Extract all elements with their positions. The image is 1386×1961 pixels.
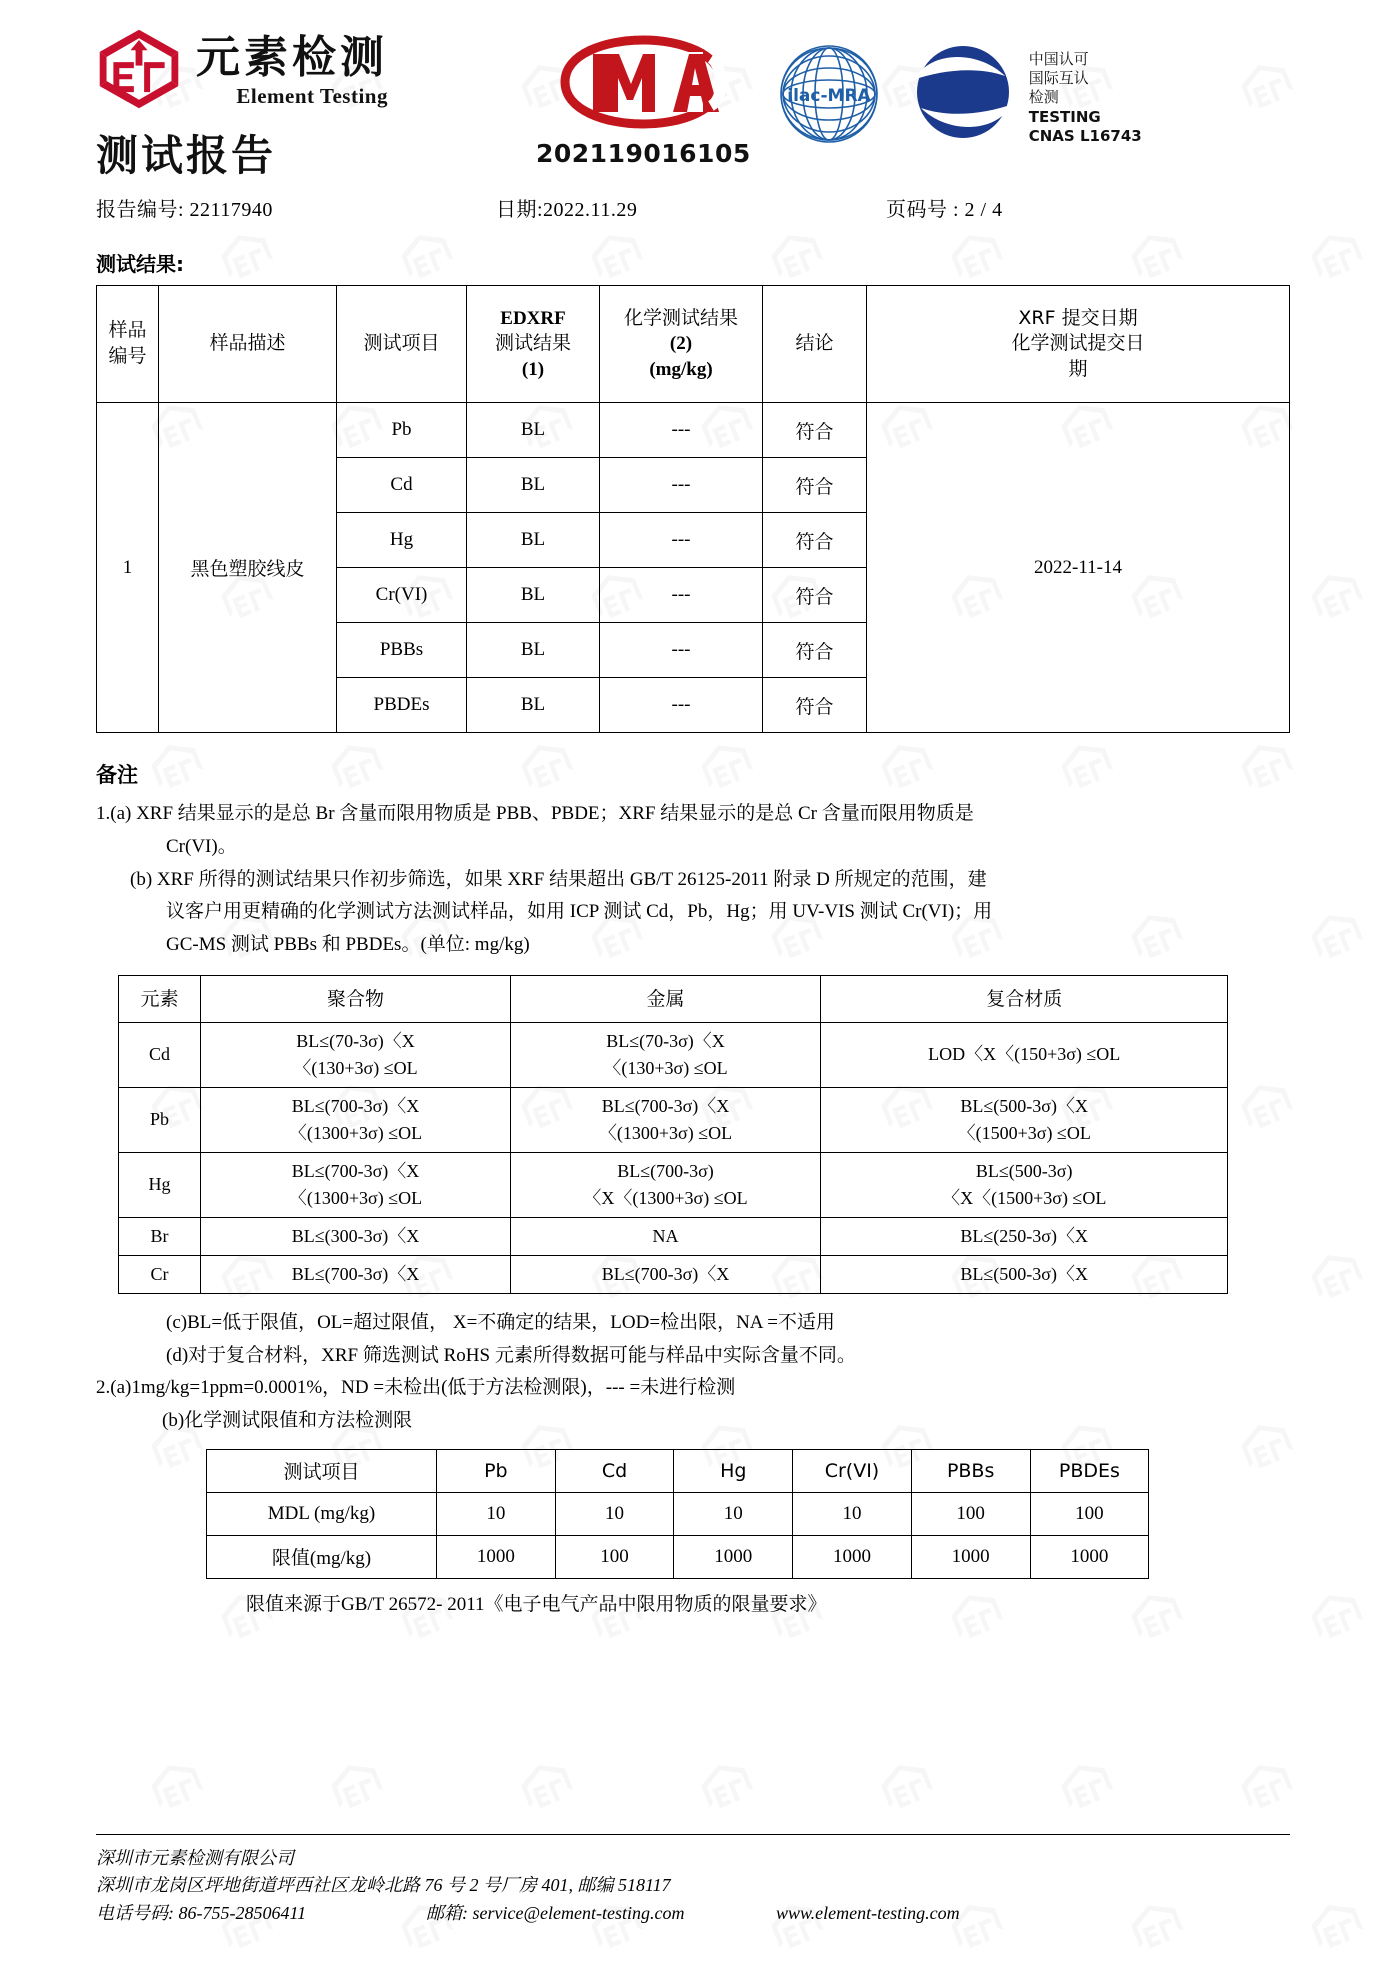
cnas-mark (907, 34, 1142, 149)
cell-chem: --- (600, 458, 763, 513)
watermark-logo-icon (880, 1760, 934, 1814)
mdl-cell-value: 1000 (1030, 1535, 1149, 1578)
cma-icon (545, 34, 741, 135)
note-1d: (d)对于复合材料，XRF 筛选测试 RoHS 元素所得数据可能与样品中实际含量不同。 (166, 1344, 856, 1366)
limits-cell-polymer: BL≤(700-3σ)〈X 〈(1300+3σ) ≤OL (201, 1152, 511, 1217)
page-number: 页码号 : 2 / 4 (886, 199, 1003, 221)
limits-cell-element: Hg (119, 1152, 201, 1217)
watermark-logo-icon (1240, 1080, 1294, 1134)
limits-header-row (119, 975, 1228, 1022)
limits-row (119, 1255, 1228, 1293)
cell-test-item: Hg (337, 513, 467, 568)
note-1a-line2: Cr(VI)。 (166, 835, 237, 857)
footer-address: 深圳市龙岗区坪地街道坪西社区龙岭北路 76 号 2 号厂房 401, 邮编 518117 (96, 1875, 671, 1896)
cell-chem: --- (600, 568, 763, 623)
xrf-screening-limits-table (118, 975, 1228, 1294)
cell-conclusion: 符合 (763, 458, 867, 513)
cell-edxrf: BL (467, 513, 600, 568)
report-date: 日期:2022.11.29 (496, 199, 638, 221)
mdl-cell-value: 10 (437, 1492, 556, 1535)
cnas-line-1: 中国认可 (1028, 50, 1089, 68)
col-edxrf-result: EDXRF 测试结果 (1) (467, 286, 600, 403)
limits-cell-metal: BL≤(700-3σ)〈X 〈(1300+3σ) ≤OL (511, 1087, 821, 1152)
col-conclusion: 结论 (763, 286, 867, 403)
table-row (97, 403, 1290, 458)
mdl-cell-value: 10 (674, 1492, 793, 1535)
report-header (96, 28, 1290, 183)
cell-chem: --- (600, 513, 763, 568)
test-results-table (96, 285, 1290, 733)
cell-test-item: Cr(VI) (337, 568, 467, 623)
watermark-logo-icon (1310, 230, 1364, 284)
footer-website: www.element-testing.com (776, 1902, 960, 1923)
report-number: 报告编号: 22117940 (96, 199, 273, 221)
limits-cell-composite: BL≤(250-3σ)〈X (821, 1217, 1228, 1255)
limits-cell-composite: BL≤(500-3σ)〈X 〈(1500+3σ) ≤OL (821, 1087, 1228, 1152)
limits-cell-polymer: BL≤(700-3σ)〈X 〈(1300+3σ) ≤OL (201, 1087, 511, 1152)
note-1b-line3: GC-MS 测试 PBBs 和 PBDEs。(单位: mg/kg) (166, 934, 530, 956)
cell-conclusion: 符合 (763, 568, 867, 623)
cell-sample-no: 1 (97, 403, 159, 733)
limits-cell-metal: BL≤(700-3σ)〈X (511, 1255, 821, 1293)
limits-cell-composite: LOD〈X〈(150+3σ) ≤OL (821, 1022, 1228, 1087)
limit-source-note: 限值来源于GB/T 26572- 2011《电子电气产品中限用物质的限量要求》 (246, 1593, 827, 1615)
watermark-logo-icon (150, 1760, 204, 1814)
limits-col-composite: 复合材质 (821, 975, 1228, 1022)
note-2a: 2.(a)1mg/kg=1ppm=0.0001%，ND =未检出(低于方法检测限)，--- =未进行检测 (96, 1377, 736, 1399)
watermark-logo-icon (1310, 910, 1364, 964)
cma-number: 202119016105 (536, 139, 751, 168)
note-1b-line2: 议客户用更精确的化学测试方法测试样品，如用 ICP 测试 Cd，Pb，Hg；用 UV-VIS 测试 Cr(VI)；用 (166, 901, 993, 923)
mdl-col-crvi: Cr(VI) (793, 1449, 912, 1492)
cnas-line-2: 国际互认 (1028, 69, 1089, 88)
report-meta (96, 193, 1290, 222)
footer-company: 深圳市元素检测有限公司 (96, 1847, 294, 1868)
cell-edxrf: BL (467, 458, 600, 513)
certification-marks (496, 28, 1290, 168)
cell-test-item: PBDEs (337, 678, 467, 733)
mdl-cell-value: 10 (555, 1492, 674, 1535)
mdl-col-pbdes: PBDEs (1030, 1449, 1149, 1492)
watermark-logo-icon (1310, 1590, 1364, 1644)
limits-cell-composite: BL≤(500-3σ) 〈X〈(1500+3σ) ≤OL (821, 1152, 1228, 1217)
limits-cell-metal: BL≤(70-3σ)〈X 〈(130+3σ) ≤OL (511, 1022, 821, 1087)
mdl-cell-label: 限值(mg/kg) (207, 1535, 437, 1578)
svg-text:CNAS: CNAS (921, 80, 1005, 111)
limits-cell-element: Cd (119, 1022, 201, 1087)
note-1b-line1: (b) XRF 所得的测试结果只作初步筛选，如果 XRF 结果超出 GB/T 26125-2011 附录 D 所规定的范围，建 (130, 868, 987, 890)
watermark-logo-icon (520, 1760, 574, 1814)
limits-cell-composite: BL≤(500-3σ)〈X (821, 1255, 1228, 1293)
cell-conclusion: 符合 (763, 678, 867, 733)
limits-row (119, 1022, 1228, 1087)
brand-name-en: Element Testing (236, 84, 388, 108)
mdl-cell-value: 10 (793, 1492, 912, 1535)
note-1a-line1: 1.(a) XRF 结果显示的是总 Br 含量而限用物质是 PBB、PBDE；XRF 结果显示的是总 Cr 含量而限用物质是 (96, 803, 974, 824)
limits-row (119, 1087, 1228, 1152)
limits-row (119, 1152, 1228, 1217)
watermark-logo-icon (1310, 570, 1364, 624)
cnas-accreditation-code: CNAS L16743 (1028, 126, 1142, 145)
report-footer (96, 1834, 1290, 1927)
footer-phone: 电话号码: 86-755-28506411 (96, 1902, 307, 1923)
svg-text:ilac-MRA: ilac-MRA (787, 86, 871, 106)
cell-chem: --- (600, 403, 763, 458)
ilac-mra-mark (777, 34, 881, 151)
remarks-title: 备注 (96, 763, 138, 787)
limits-col-polymer: 聚合物 (201, 975, 511, 1022)
mdl-cell-value: 1000 (793, 1535, 912, 1578)
cell-edxrf: BL (467, 568, 600, 623)
limits-cell-element: Pb (119, 1087, 201, 1152)
mdl-col-cd: Cd (555, 1449, 674, 1492)
limits-col-element: 元素 (119, 975, 201, 1022)
mdl-row (207, 1535, 1149, 1578)
page-title: 测试报告 (96, 131, 277, 180)
mdl-header-row (207, 1449, 1149, 1492)
col-test-item: 测试项目 (337, 286, 467, 403)
watermark-logo-icon (700, 1760, 754, 1814)
table-header-row (97, 286, 1290, 403)
ilac-mra-icon (777, 86, 881, 150)
brand-block (96, 28, 496, 183)
cell-sample-desc: 黑色塑胶线皮 (159, 403, 337, 733)
col-submit-date: XRF 提交日期 化学测试提交日 期 (867, 286, 1290, 403)
cell-edxrf: BL (467, 678, 600, 733)
col-chemical-result: 化学测试结果 (2) (mg/kg) (600, 286, 763, 403)
cnas-icon (907, 40, 1019, 149)
col-sample-no: 样品 编号 (97, 286, 159, 403)
mdl-cell-value: 1000 (674, 1535, 793, 1578)
limits-cell-polymer: BL≤(300-3σ)〈X (201, 1217, 511, 1255)
mdl-limits-table (206, 1449, 1149, 1579)
cell-submit-date: 2022-11-14 (867, 403, 1290, 733)
test-results-label: 测试结果: (96, 252, 184, 276)
cnas-testing-label: TESTING (1028, 107, 1101, 126)
limits-cell-polymer: BL≤(70-3σ)〈X 〈(130+3σ) ≤OL (201, 1022, 511, 1087)
mdl-cell-value: 100 (555, 1535, 674, 1578)
watermark-logo-icon (1310, 1900, 1364, 1954)
cnas-line-3: 检测 (1028, 88, 1059, 107)
limits-col-metal: 金属 (511, 975, 821, 1022)
cell-conclusion: 符合 (763, 403, 867, 458)
watermark-logo-icon (330, 1760, 384, 1814)
cell-chem: --- (600, 623, 763, 678)
mdl-col-label: 测试项目 (207, 1449, 437, 1492)
mdl-row (207, 1492, 1149, 1535)
watermark-logo-icon (1060, 1760, 1114, 1814)
mdl-cell-value: 100 (911, 1492, 1030, 1535)
cell-chem: --- (600, 678, 763, 733)
mdl-cell-label: MDL (mg/kg) (207, 1492, 437, 1535)
mdl-cell-value: 1000 (911, 1535, 1030, 1578)
mdl-col-hg: Hg (674, 1449, 793, 1492)
note-2b: (b)化学测试限值和方法检测限 (162, 1410, 413, 1432)
footer-email: 邮箱: service@element-testing.com (426, 1902, 685, 1923)
cell-edxrf: BL (467, 623, 600, 678)
col-sample-desc: 样品描述 (159, 286, 337, 403)
element-testing-logo-icon (96, 28, 182, 115)
limits-cell-polymer: BL≤(700-3σ)〈X (201, 1255, 511, 1293)
mdl-col-pbbs: PBBs (911, 1449, 1030, 1492)
cell-test-item: PBBs (337, 623, 467, 678)
cma-mark (536, 34, 751, 168)
mdl-col-pb: Pb (437, 1449, 556, 1492)
note-1c: (c)BL=低于限值，OL=超过限值， X=不确定的结果，LOD=检出限，NA =不适用 (166, 1311, 835, 1333)
cell-test-item: Cd (337, 458, 467, 513)
mdl-cell-value: 1000 (437, 1535, 556, 1578)
limits-cell-metal: NA (511, 1217, 821, 1255)
cell-conclusion: 符合 (763, 513, 867, 568)
limits-row (119, 1217, 1228, 1255)
brand-name-cn: 元素检测 (196, 32, 388, 83)
watermark-logo-icon (1310, 1250, 1364, 1304)
limits-cell-element: Br (119, 1217, 201, 1255)
cell-edxrf: BL (467, 403, 600, 458)
watermark-logo-icon (1240, 1760, 1294, 1814)
cell-conclusion: 符合 (763, 623, 867, 678)
limits-cell-element: Cr (119, 1255, 201, 1293)
cell-test-item: Pb (337, 403, 467, 458)
mdl-cell-value: 100 (1030, 1492, 1149, 1535)
limits-cell-metal: BL≤(700-3σ) 〈X〈(1300+3σ) ≤OL (511, 1152, 821, 1217)
